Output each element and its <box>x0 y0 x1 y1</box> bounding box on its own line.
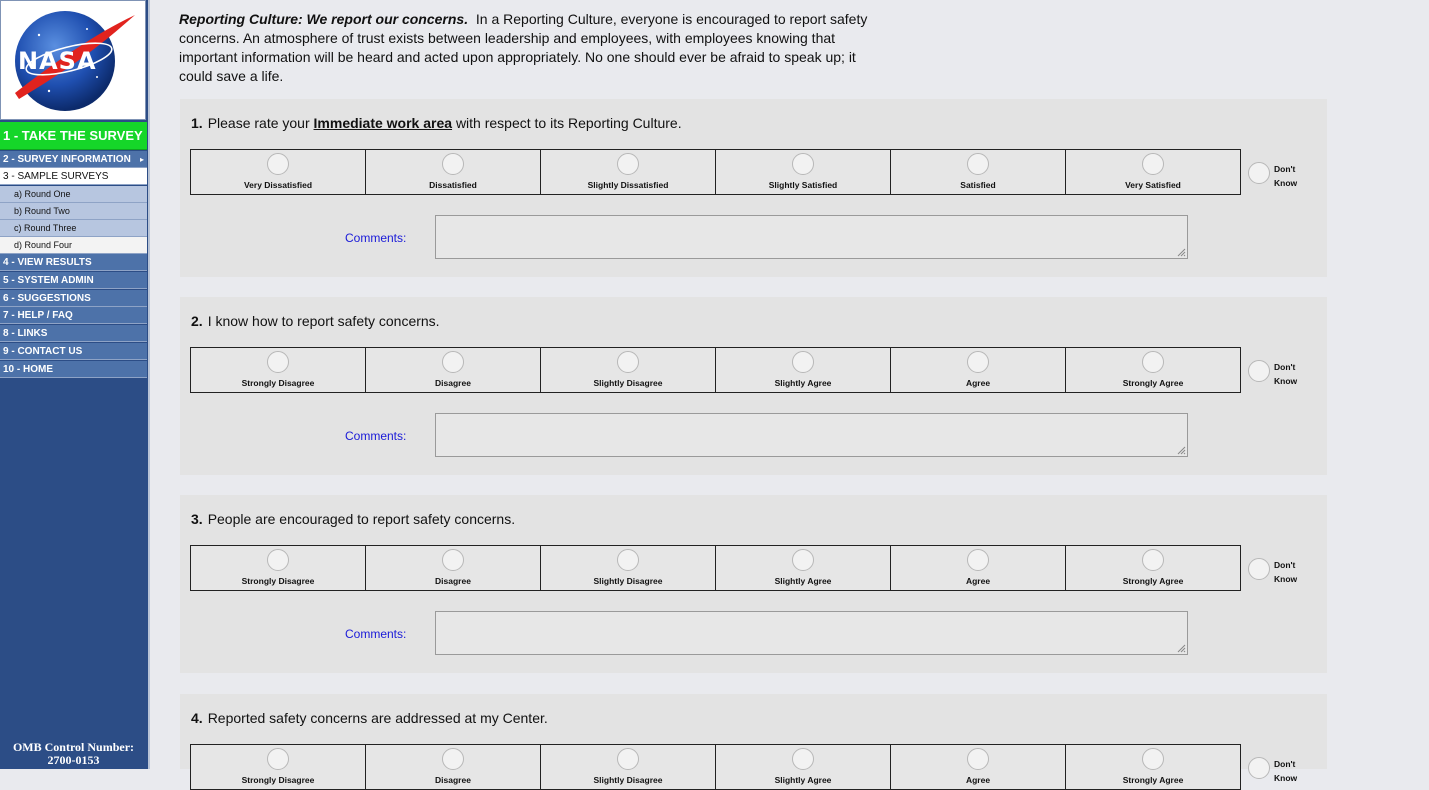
nav-round-four[interactable]: d) Round Four <box>0 237 147 254</box>
radio-button[interactable] <box>967 549 989 571</box>
nav-suggestions[interactable]: 6 - SUGGESTIONS <box>0 290 147 307</box>
sidebar <box>0 0 150 769</box>
rating-option[interactable]: Agree <box>890 745 1065 789</box>
rating-option[interactable]: Disagree <box>365 546 540 590</box>
radio-button[interactable] <box>442 351 464 373</box>
question-panel-4 <box>180 694 1327 785</box>
comments-label: Comments: <box>345 627 407 641</box>
rating-scale <box>190 545 1241 591</box>
dont-know-radio[interactable] <box>1248 558 1270 580</box>
radio-button[interactable] <box>267 549 289 571</box>
rating-option[interactable]: Slightly Agree <box>715 348 890 392</box>
rating-option[interactable]: Dissatisfied <box>365 150 540 194</box>
radio-button[interactable] <box>792 549 814 571</box>
rating-option[interactable]: Slightly Disagree <box>540 546 715 590</box>
resize-grip-icon[interactable] <box>1177 446 1185 454</box>
rating-scale <box>190 149 1241 195</box>
rating-option[interactable]: Strongly Agree <box>1065 546 1240 590</box>
section-description: In a Reporting Culture, everyone is encouraged to report safety concerns. An atmosphere of trust exists between leadership and employees, with employees knowing that important information will be heard and acted upon appropriately. No one should ever be afraid to speak up; it could save a life. <box>179 11 868 84</box>
chevron-right-icon: ▸ <box>139 155 144 164</box>
radio-button[interactable] <box>617 351 639 373</box>
omb-label: OMB Control Number: <box>12 740 135 754</box>
nav-round-one[interactable]: a) Round One <box>0 186 147 203</box>
resize-grip-icon[interactable] <box>1177 248 1185 256</box>
rating-option[interactable]: Slightly Disagree <box>540 745 715 789</box>
radio-button[interactable] <box>442 153 464 175</box>
radio-button[interactable] <box>267 153 289 175</box>
rating-option[interactable]: Slightly Disagree <box>540 348 715 392</box>
question-panel-2 <box>180 297 1327 475</box>
nasa-wordmark: NASA <box>18 47 97 75</box>
question-panel-1 <box>180 99 1327 277</box>
nav-contact-us[interactable]: 9 - CONTACT US <box>0 343 147 360</box>
dont-know-radio[interactable] <box>1248 162 1270 184</box>
dont-know-label: Don't Know <box>1274 164 1298 188</box>
radio-button[interactable] <box>967 153 989 175</box>
resize-grip-icon[interactable] <box>1177 644 1185 652</box>
comments-textarea[interactable] <box>435 215 1188 259</box>
radio-button[interactable] <box>1142 748 1164 770</box>
rating-option[interactable]: Slightly Dissatisfied <box>540 150 715 194</box>
nav-take-survey[interactable]: 1 - TAKE THE SURVEY <box>0 122 147 150</box>
dont-know-label: Don't Know <box>1274 759 1298 783</box>
radio-button[interactable] <box>792 153 814 175</box>
rating-option[interactable]: Strongly Agree <box>1065 745 1240 789</box>
radio-button[interactable] <box>1142 153 1164 175</box>
comments-textarea[interactable] <box>435 413 1188 457</box>
rating-option[interactable]: Strongly Disagree <box>191 546 365 590</box>
comments-textarea[interactable] <box>435 611 1188 655</box>
question-title: 4. Reported safety concerns are addressed at my Center. <box>191 710 548 726</box>
nav-label: 2 - SURVEY INFORMATION <box>3 154 131 165</box>
rating-option[interactable]: Slightly Agree <box>715 546 890 590</box>
rating-option[interactable]: Satisfied <box>890 150 1065 194</box>
rating-option[interactable]: Strongly Agree <box>1065 348 1240 392</box>
radio-button[interactable] <box>442 549 464 571</box>
dont-know-radio[interactable] <box>1248 360 1270 382</box>
nav-view-results[interactable]: 4 - VIEW RESULTS <box>0 254 147 271</box>
rating-option[interactable]: Slightly Satisfied <box>715 150 890 194</box>
radio-button[interactable] <box>1142 549 1164 571</box>
rating-scale <box>190 347 1241 393</box>
dont-know-label: Don't Know <box>1274 560 1298 584</box>
radio-button[interactable] <box>617 549 639 571</box>
comments-label: Comments: <box>345 231 407 245</box>
radio-button[interactable] <box>617 748 639 770</box>
question-emphasis: Immediate work area <box>313 115 453 131</box>
nav-system-admin[interactable]: 5 - SYSTEM ADMIN <box>0 272 147 289</box>
radio-button[interactable] <box>442 748 464 770</box>
radio-button[interactable] <box>267 748 289 770</box>
radio-button[interactable] <box>967 351 989 373</box>
rating-option[interactable]: Strongly Disagree <box>191 745 365 789</box>
nav-survey-information[interactable] <box>0 151 147 168</box>
rating-option[interactable]: Agree <box>890 348 1065 392</box>
section-heading: Reporting Culture: We report our concerns. <box>179 11 469 27</box>
dont-know-label: Don't Know <box>1274 362 1298 386</box>
radio-button[interactable] <box>967 748 989 770</box>
nav-help-faq[interactable]: 7 - HELP / FAQ <box>0 307 147 324</box>
rating-option[interactable]: Agree <box>890 546 1065 590</box>
nav-round-three[interactable]: c) Round Three <box>0 220 147 237</box>
nav-round-two[interactable]: b) Round Two <box>0 203 147 220</box>
rating-option[interactable]: Strongly Disagree <box>191 348 365 392</box>
rating-option[interactable]: Disagree <box>365 745 540 789</box>
rating-option[interactable]: Very Satisfied <box>1065 150 1240 194</box>
radio-button[interactable] <box>792 351 814 373</box>
question-title: 3. People are encouraged to report safety concerns. <box>191 511 516 527</box>
question-title: 1. Please rate your Immediate work area with respect to its Reporting Culture. <box>191 115 682 131</box>
nav-home[interactable]: 10 - HOME <box>0 361 147 378</box>
omb-value: 2700-0153 <box>47 753 100 767</box>
radio-button[interactable] <box>1142 351 1164 373</box>
omb-control-number <box>0 741 147 767</box>
rating-option[interactable]: Slightly Agree <box>715 745 890 789</box>
rating-option[interactable]: Very Dissatisfied <box>191 150 365 194</box>
dont-know-radio[interactable] <box>1248 757 1270 779</box>
rating-option[interactable]: Disagree <box>365 348 540 392</box>
section-intro <box>179 10 879 86</box>
question-panel-3 <box>180 495 1327 673</box>
rating-scale <box>190 744 1241 790</box>
nav-sample-surveys[interactable]: 3 - SAMPLE SURVEYS <box>0 168 147 185</box>
nav-links[interactable]: 8 - LINKS <box>0 325 147 342</box>
radio-button[interactable] <box>267 351 289 373</box>
radio-button[interactable] <box>792 748 814 770</box>
radio-button[interactable] <box>617 153 639 175</box>
nasa-logo[interactable] <box>0 0 146 120</box>
question-title: 2. I know how to report safety concerns. <box>191 313 440 329</box>
comments-label: Comments: <box>345 429 407 443</box>
